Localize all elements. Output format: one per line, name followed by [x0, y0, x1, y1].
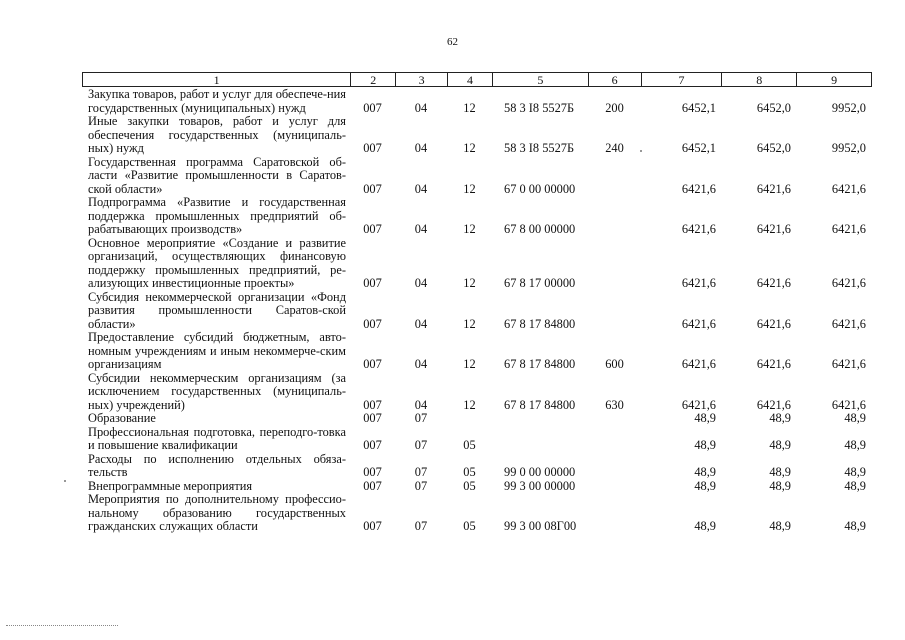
row-code-2: 007: [363, 411, 382, 425]
row-code-4: 12: [463, 181, 476, 196]
row-name: Мероприятия по дополнительному профессио-нальному образованию государственных гражданских служащих области: [88, 492, 346, 533]
row-name: Государственная программа Саратовской об-ласти «Развитие промышленности в Саратов-ской области»: [88, 154, 346, 196]
row-code-4: 05: [463, 478, 476, 493]
table-row: [82, 412, 872, 426]
row-code-2: 007: [363, 465, 382, 479]
header-col-6: 6: [588, 73, 641, 86]
row-code-2: 007: [363, 478, 382, 493]
header-col-1: 1: [213, 73, 220, 87]
row-value-8: 48,9: [769, 478, 791, 493]
row-code-5: 67 8 17 84800: [504, 397, 576, 412]
row-code-5: 99 3 00 00000: [504, 478, 576, 493]
row-value-7: 6421,6: [681, 222, 716, 236]
row-code-3: 04: [414, 276, 428, 290]
table-row: [82, 493, 872, 534]
table-header: [82, 72, 872, 87]
row-name: Внепрограммные мероприятия: [88, 478, 253, 493]
row-value-7: 6421,6: [681, 276, 716, 290]
row-value-9: 48,9: [844, 411, 866, 425]
row-code-4: 12: [463, 397, 476, 412]
row-code-3: 04: [414, 100, 428, 115]
row-value-8: 48,9: [769, 438, 791, 452]
row-code-2: 007: [363, 276, 382, 290]
row-code-3: 04: [414, 397, 428, 412]
row-name: Иные закупки товаров, работ и услуг для обеспечения государственных (муниципаль-ных) нужд: [88, 114, 346, 155]
row-name: Основное мероприятие «Создание и развитие организаций, осуществляющих финансовую поддержку промышленных предприятий, ре-ализующих инвестиционные проекты»: [88, 235, 346, 290]
row-code-2: 007: [363, 438, 382, 452]
row-value-8: 6421,6: [756, 397, 791, 412]
row-code-2: 007: [363, 316, 382, 331]
header-col-2: 2: [350, 73, 395, 86]
table-row: [82, 453, 872, 480]
row-value-7: 6421,6: [681, 397, 716, 412]
row-code-4: 12: [463, 276, 476, 290]
row-code-5: 67 8 17 00000: [504, 276, 576, 290]
row-code-5: 67 8 00 00000: [504, 222, 576, 236]
row-code-2: 007: [363, 222, 382, 236]
row-value-9: 48,9: [844, 519, 866, 533]
row-code-4: 12: [463, 222, 476, 236]
row-value-8: 6421,6: [756, 357, 791, 371]
row-value-9: 48,9: [844, 438, 866, 452]
row-value-8: 6452,0: [756, 100, 791, 115]
table-row: [82, 115, 872, 156]
row-code-2: 007: [363, 100, 382, 115]
row-code-4: 05: [463, 519, 476, 533]
table-row: [82, 426, 872, 453]
row-value-8: 6421,6: [756, 276, 791, 290]
row-value-7: 48,9: [694, 411, 716, 425]
row-code-2: 007: [363, 141, 382, 155]
scan-artifact-dot: [64, 480, 66, 482]
row-code-2: 007: [363, 397, 382, 412]
row-value-7: 48,9: [694, 465, 716, 479]
row-value-8: 48,9: [769, 519, 791, 533]
table-row: [82, 88, 872, 115]
row-code-3: 04: [414, 141, 428, 155]
page-number: 62: [447, 36, 458, 48]
row-code-3: 04: [414, 357, 428, 371]
row-code-3: 07: [414, 465, 428, 479]
row-value-7: 48,9: [694, 519, 716, 533]
table-row: [82, 372, 872, 413]
row-code-4: 12: [463, 357, 476, 371]
table-body: [82, 88, 872, 534]
row-value-7: 48,9: [694, 478, 716, 493]
row-value-9: 6421,6: [831, 397, 866, 412]
table-row: [82, 291, 872, 332]
row-code-6: 240: [605, 141, 624, 155]
row-code-3: 07: [414, 478, 428, 493]
row-code-2: 007: [363, 181, 382, 196]
header-col-5: 5: [492, 73, 588, 86]
row-value-8: 6452,0: [756, 141, 791, 155]
row-value-9: 9952,0: [831, 141, 866, 155]
row-name: Субсидия некоммерческой организации «Фонд развития промышленности Саратов-ской области»: [88, 289, 346, 331]
row-name: Расходы по исполнению отдельных обяза-тельств: [88, 451, 346, 479]
row-code-5: 99 3 00 08Г00: [504, 519, 577, 533]
row-code-3: 04: [414, 316, 428, 331]
row-code-4: 12: [463, 141, 476, 155]
row-value-7: 6452,1: [681, 100, 716, 115]
row-value-7: 6421,6: [681, 316, 716, 331]
row-value-9: 6421,6: [831, 357, 866, 371]
row-code-2: 007: [363, 357, 382, 371]
row-name: Предоставление субсидий бюджетным, авто-номным учреждениям и иным некоммерче-ским организациям: [88, 330, 346, 371]
row-code-3: 04: [414, 181, 428, 196]
row-value-7: 6452,1: [681, 141, 716, 155]
table-row: [82, 480, 872, 494]
row-value-7: 48,9: [694, 438, 716, 452]
row-code-5: 67 8 17 84800: [504, 316, 576, 331]
row-code-4: 05: [463, 465, 476, 479]
header-col-8: 8: [721, 73, 796, 86]
row-code-5: 99 0 00 00000: [504, 465, 576, 479]
table-row: [82, 196, 872, 237]
row-value-9: 6421,6: [831, 181, 866, 196]
row-code-5: 67 0 00 00000: [504, 181, 576, 196]
header-col-9: 9: [796, 73, 871, 86]
row-value-7: 6421,6: [681, 357, 716, 371]
row-code-4: 05: [463, 438, 476, 452]
row-code-3: 07: [414, 519, 428, 533]
scan-artifact-line: [6, 625, 118, 627]
table-row: [82, 156, 872, 197]
row-name: Профессиональная подготовка, переподго-товка и повышение квалификации: [88, 424, 346, 452]
row-code-6: 200: [605, 100, 624, 115]
row-name: Образование: [88, 411, 156, 425]
row-code-5: 67 8 17 84800: [504, 357, 576, 371]
row-value-9: 48,9: [844, 478, 866, 493]
row-name: Субсидии некоммерческим организациям (за исключением государственных (муниципаль-ных) учреждений): [88, 370, 346, 412]
row-code-4: 12: [463, 100, 476, 115]
row-code-3: 07: [414, 438, 428, 452]
row-value-9: 6421,6: [831, 222, 866, 236]
row-code-6: 630: [605, 397, 624, 412]
table-row: [82, 331, 872, 372]
row-code-4: 12: [463, 316, 476, 331]
row-value-9: 9952,0: [831, 100, 866, 115]
header-col-7: 7: [641, 73, 722, 86]
row-value-8: 6421,6: [756, 316, 791, 331]
scan-artifact-dot: [640, 150, 642, 152]
row-value-8: 48,9: [769, 465, 791, 479]
row-code-5: 58 3 I8 5527Б: [504, 100, 575, 115]
header-col-4: 4: [447, 73, 492, 86]
row-value-9: 6421,6: [831, 276, 866, 290]
row-value-9: 48,9: [844, 465, 866, 479]
row-code-2: 007: [363, 519, 382, 533]
row-value-8: 6421,6: [756, 181, 791, 196]
row-value-8: 48,9: [769, 411, 791, 425]
row-name: Закупка товаров, работ и услуг для обеспече-ния государственных (муниципальных) нужд: [88, 87, 346, 115]
header-col-3: 3: [395, 73, 447, 86]
row-name: Подпрограмма «Развитие и государственная поддержка промышленных предприятий об-рабатывающих производств»: [88, 195, 346, 236]
table-row: [82, 237, 872, 291]
row-code-3: 07: [414, 411, 428, 425]
row-value-7: 6421,6: [681, 181, 716, 196]
row-code-6: 600: [605, 357, 624, 371]
row-value-8: 6421,6: [756, 222, 791, 236]
row-value-9: 6421,6: [831, 316, 866, 331]
row-code-5: 58 3 I8 5527Б: [504, 141, 575, 155]
row-code-3: 04: [414, 222, 428, 236]
